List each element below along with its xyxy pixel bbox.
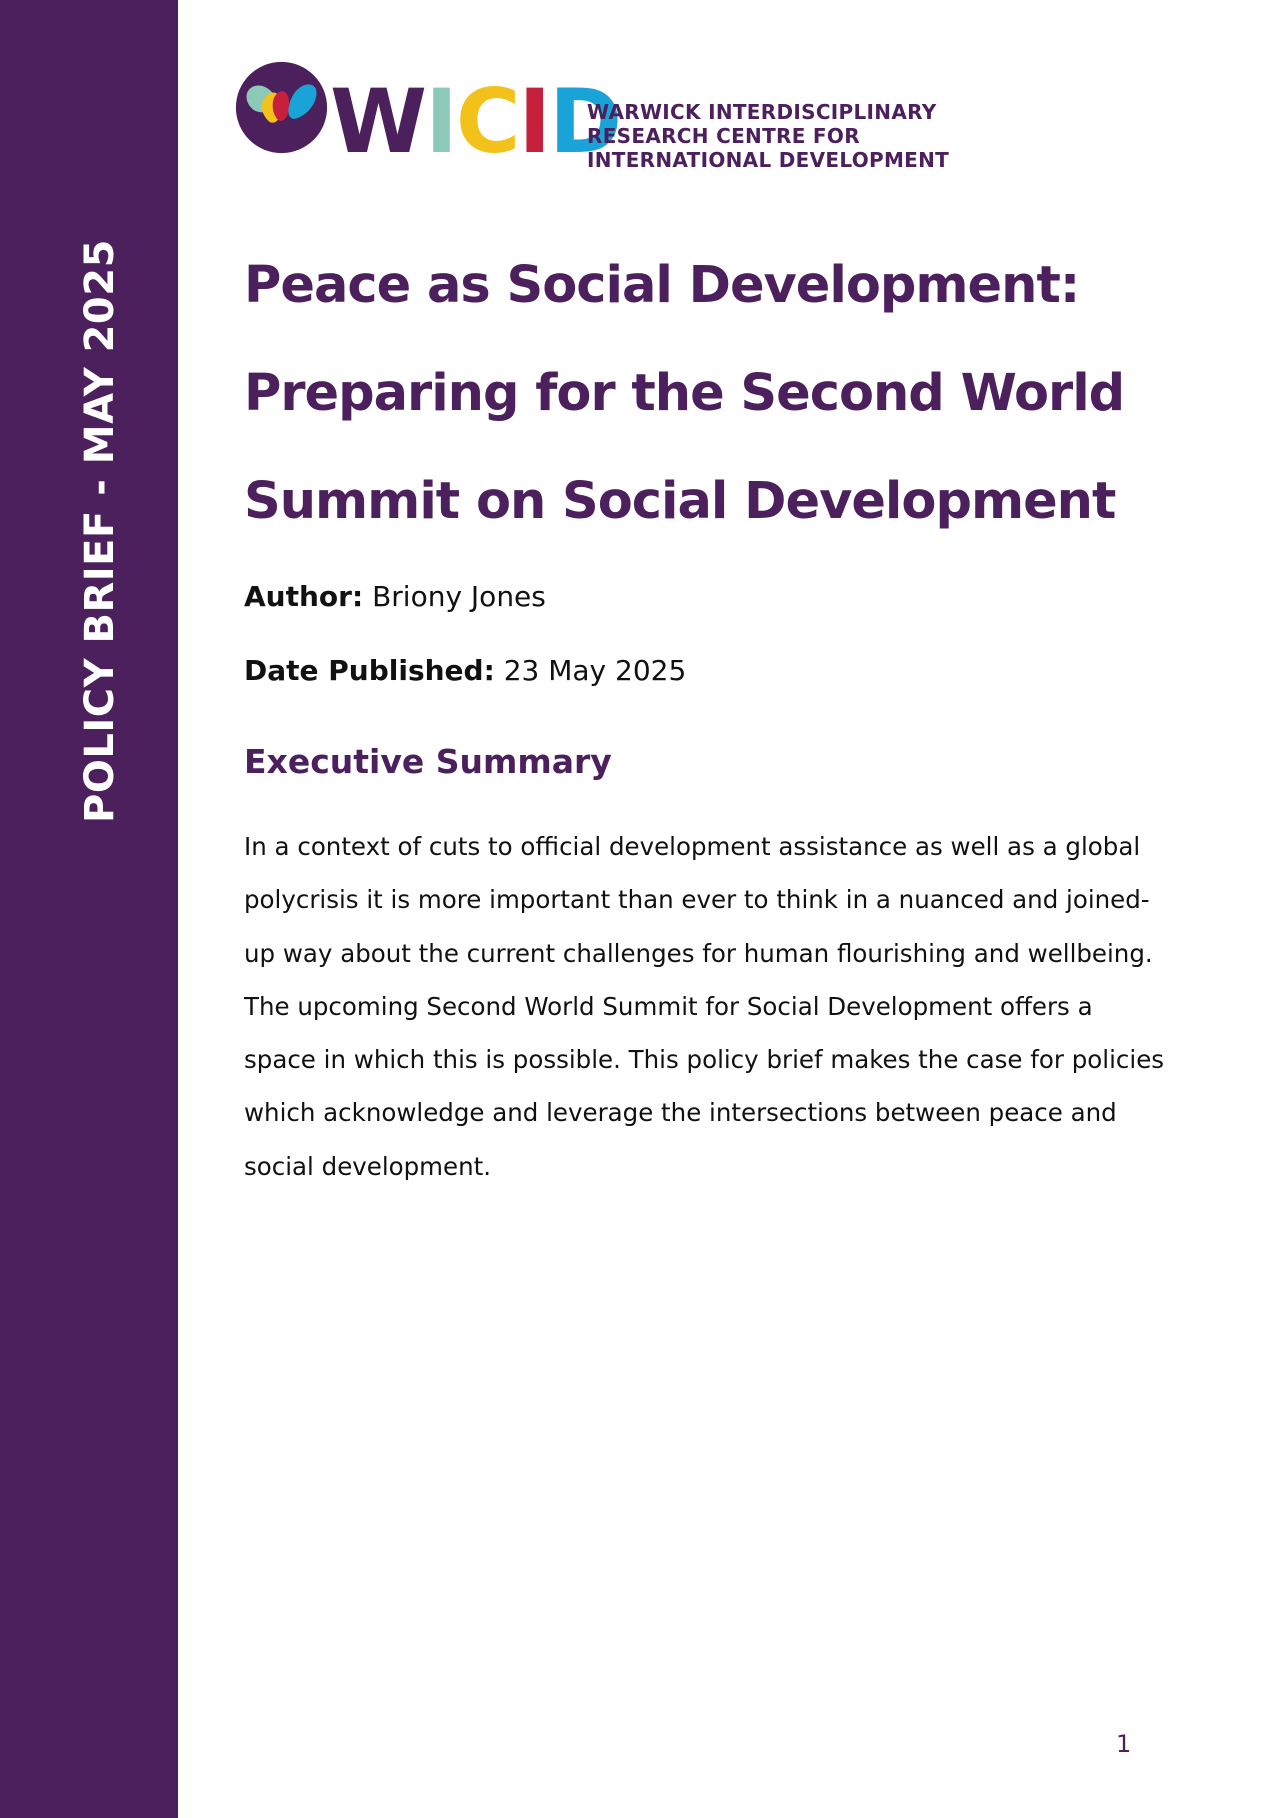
author-line [244,580,546,613]
summary-line: In a context of cuts to official development assistance as well as a global [244,832,1141,861]
sidebar-band [0,0,178,1818]
summary-line: which acknowledge and leverage the intersections between peace and [244,1098,1117,1128]
butterfly-logo-icon [234,60,329,155]
logo-letter-c: C [455,70,519,173]
author-label: Author: [244,580,364,613]
logo-tagline-line: RESEARCH CENTRE FOR [587,124,860,148]
wicid-logo [234,60,950,180]
author-name: Briony Jones [372,580,546,613]
date-published-line [244,654,686,687]
logo-letter-i2: I [518,70,550,173]
document-title [244,232,1144,556]
logo-tagline-line: INTERNATIONAL DEVELOPMENT [587,148,950,172]
title-line: Summit on Social Development [244,472,1116,531]
summary-line: space in which this is possible. This policy brief makes the case for policies [244,1045,1165,1075]
executive-summary-heading: Executive Summary [244,742,612,781]
date-label: Date Published: [244,654,495,687]
logo-wordmark [330,70,621,173]
logo-letter-w: W [330,70,426,173]
summary-line: social development. [244,1151,492,1181]
summary-line: polycrisis it is more important than ever to think in a nuanced and joined- [244,885,1150,915]
summary-line: up way about the current challenges for human flourishing and wellbeing. [244,938,1153,968]
logo-letter-d: D [549,70,621,173]
date-value: 23 May 2025 [503,654,687,687]
executive-summary-body [244,820,1165,1193]
logo-tagline-line: WARWICK INTERDISCIPLINARY [587,100,937,124]
logo-letter-i1: I [425,70,456,173]
page-number: 1 [1116,1730,1132,1758]
logo-tagline [587,100,949,172]
sidebar-label: POLICY BRIEF - MAY 2025 [77,239,123,823]
title-line: Preparing for the Second World [244,364,1125,423]
title-line: Peace as Social Development: [244,256,1080,315]
summary-line: The upcoming Second World Summit for Social Development offers a [244,991,1093,1021]
